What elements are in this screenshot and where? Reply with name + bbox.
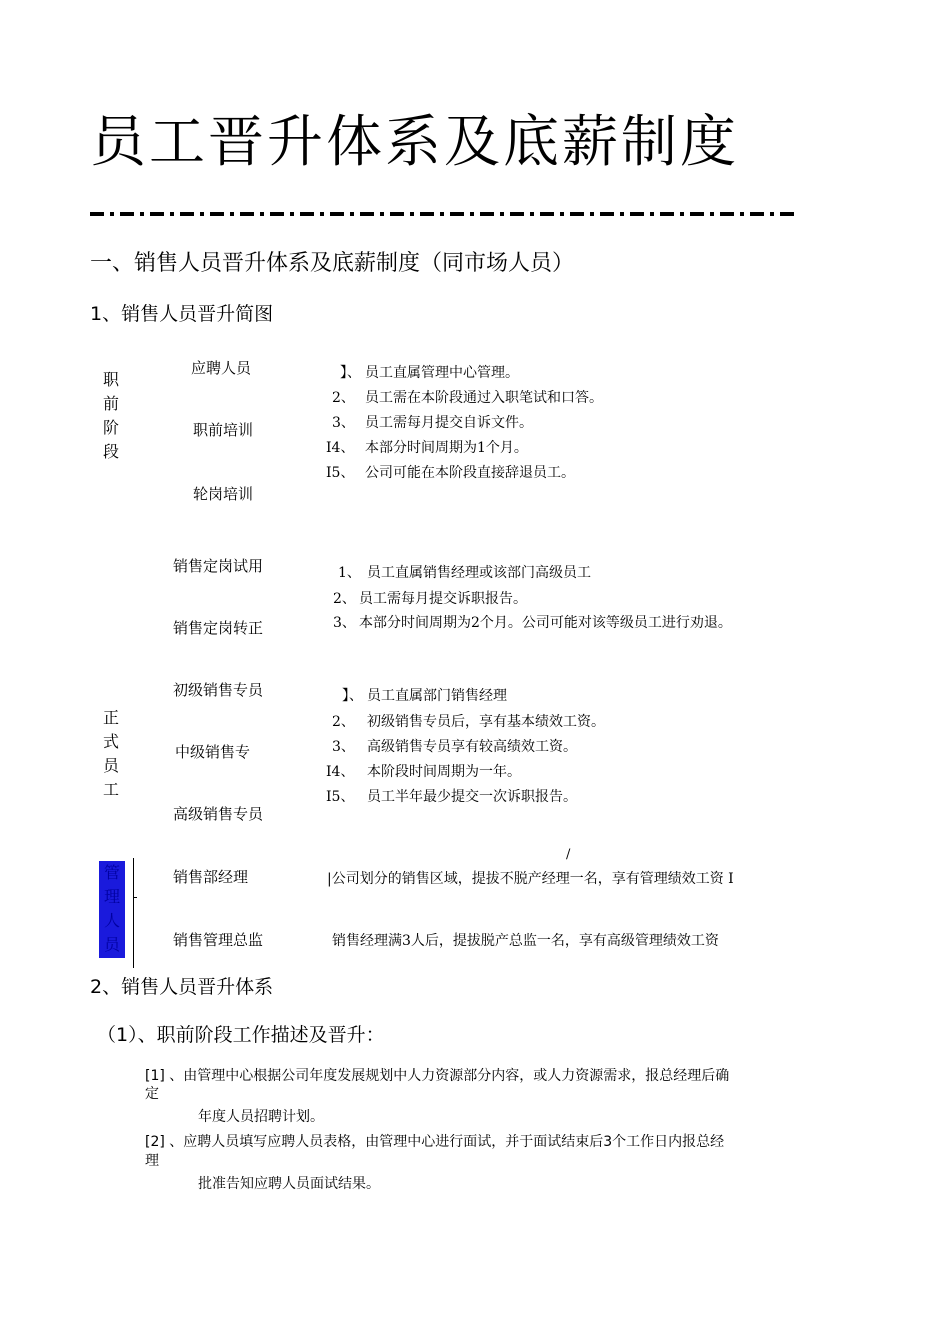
note-row: 1、 员工直属销售经理或该部门高级员工 <box>338 565 591 581</box>
note-row: 】、 员工直属管理中心管理。 <box>340 365 519 381</box>
note-row: I5、 公司可能在本阶段直接辞退员工。 <box>326 465 575 481</box>
paragraph-1-line2: 定 <box>145 1086 159 1102</box>
note-row: 3、 员工需每月提交自诉文件。 <box>332 415 533 431</box>
stage-sales-manager: 销售部经理 <box>173 868 249 886</box>
note-row: 3、 本部分时间周期为2个月。公司可能对该等级员工进行劝退。 <box>333 615 732 631</box>
group-label-formal-staff: 正式员工 <box>102 708 119 799</box>
paragraph-1-line3: 年度人员招聘计划。 <box>198 1109 324 1125</box>
stage-trial-position: 销售定岗试用 <box>173 557 264 575</box>
slash-mark: / <box>566 847 571 862</box>
subheading-promotion-system: 2、销售人员晋升体系 <box>90 976 274 998</box>
paragraph-2-line1: [2] 、应聘人员填写应聘人员表格，由管理中心进行面试，并于面试结束后3个工作日内报总经 <box>145 1134 725 1150</box>
note-row: 】、 员工直属部门销售经理 <box>342 688 507 704</box>
paragraph-2-line2: 理 <box>145 1153 159 1169</box>
note-row: I5、 员工半年最少提交一次诉职报告。 <box>326 789 577 805</box>
note-row: I4、 本部分时间周期为1个月。 <box>326 440 528 456</box>
stage-sales-director: 销售管理总监 <box>173 931 264 949</box>
group-divider-line <box>133 858 134 968</box>
note-director: 销售经理满3人后，提拔脱产总监一名，享有高级管理绩效工资 <box>332 933 719 949</box>
note-manager: |公司划分的销售区域，提拔不脱产经理一名，享有管理绩效工资 I <box>327 871 734 887</box>
subheading-promotion-diagram: 1、销售人员晋升简图 <box>90 303 274 325</box>
note-row: 2、 初级销售专员后，享有基本绩效工资。 <box>332 714 605 730</box>
stage-mid-sales: 中级销售专 <box>175 743 251 761</box>
document-title: 员工晋升体系及底薪制度 <box>90 110 739 175</box>
stage-senior-sales: 高级销售专员 <box>173 805 264 823</box>
section-heading-1: 一、销售人员晋升体系及底薪制度（同市场人员） <box>90 251 575 276</box>
dash-dot-divider <box>90 208 798 220</box>
note-row: 3、 高级销售专员享有较高绩效工资。 <box>332 739 577 755</box>
note-row: I4、 本阶段时间周期为一年。 <box>326 764 521 780</box>
subheading-pre-employment-desc: （1）、职前阶段工作描述及晋升： <box>97 1024 385 1046</box>
paragraph-2-line3: 批准告知应聘人员面试结果。 <box>198 1176 380 1192</box>
stage-junior-sales: 初级销售专员 <box>173 681 264 699</box>
tick-mark <box>133 897 137 898</box>
note-row: 2、 员工需在本阶段通过入职笔试和口答。 <box>332 390 603 406</box>
stage-regular-position: 销售定岗转正 <box>173 619 264 637</box>
group-label-management: 管理人员 <box>99 861 125 958</box>
group-label-pre-employment: 职前阶段 <box>102 370 119 461</box>
stage-rotation-training: 轮岗培训 <box>193 485 254 503</box>
note-row: 2、 员工需每月提交诉职报告。 <box>333 591 527 607</box>
paragraph-1-line1: [1] 、由管理中心根据公司年度发展规划中人力资源部分内容，或人力资源需求，报总经理后确 <box>145 1068 730 1084</box>
stage-pre-training: 职前培训 <box>193 421 254 439</box>
stage-applicant: 应聘人员 <box>191 359 252 377</box>
